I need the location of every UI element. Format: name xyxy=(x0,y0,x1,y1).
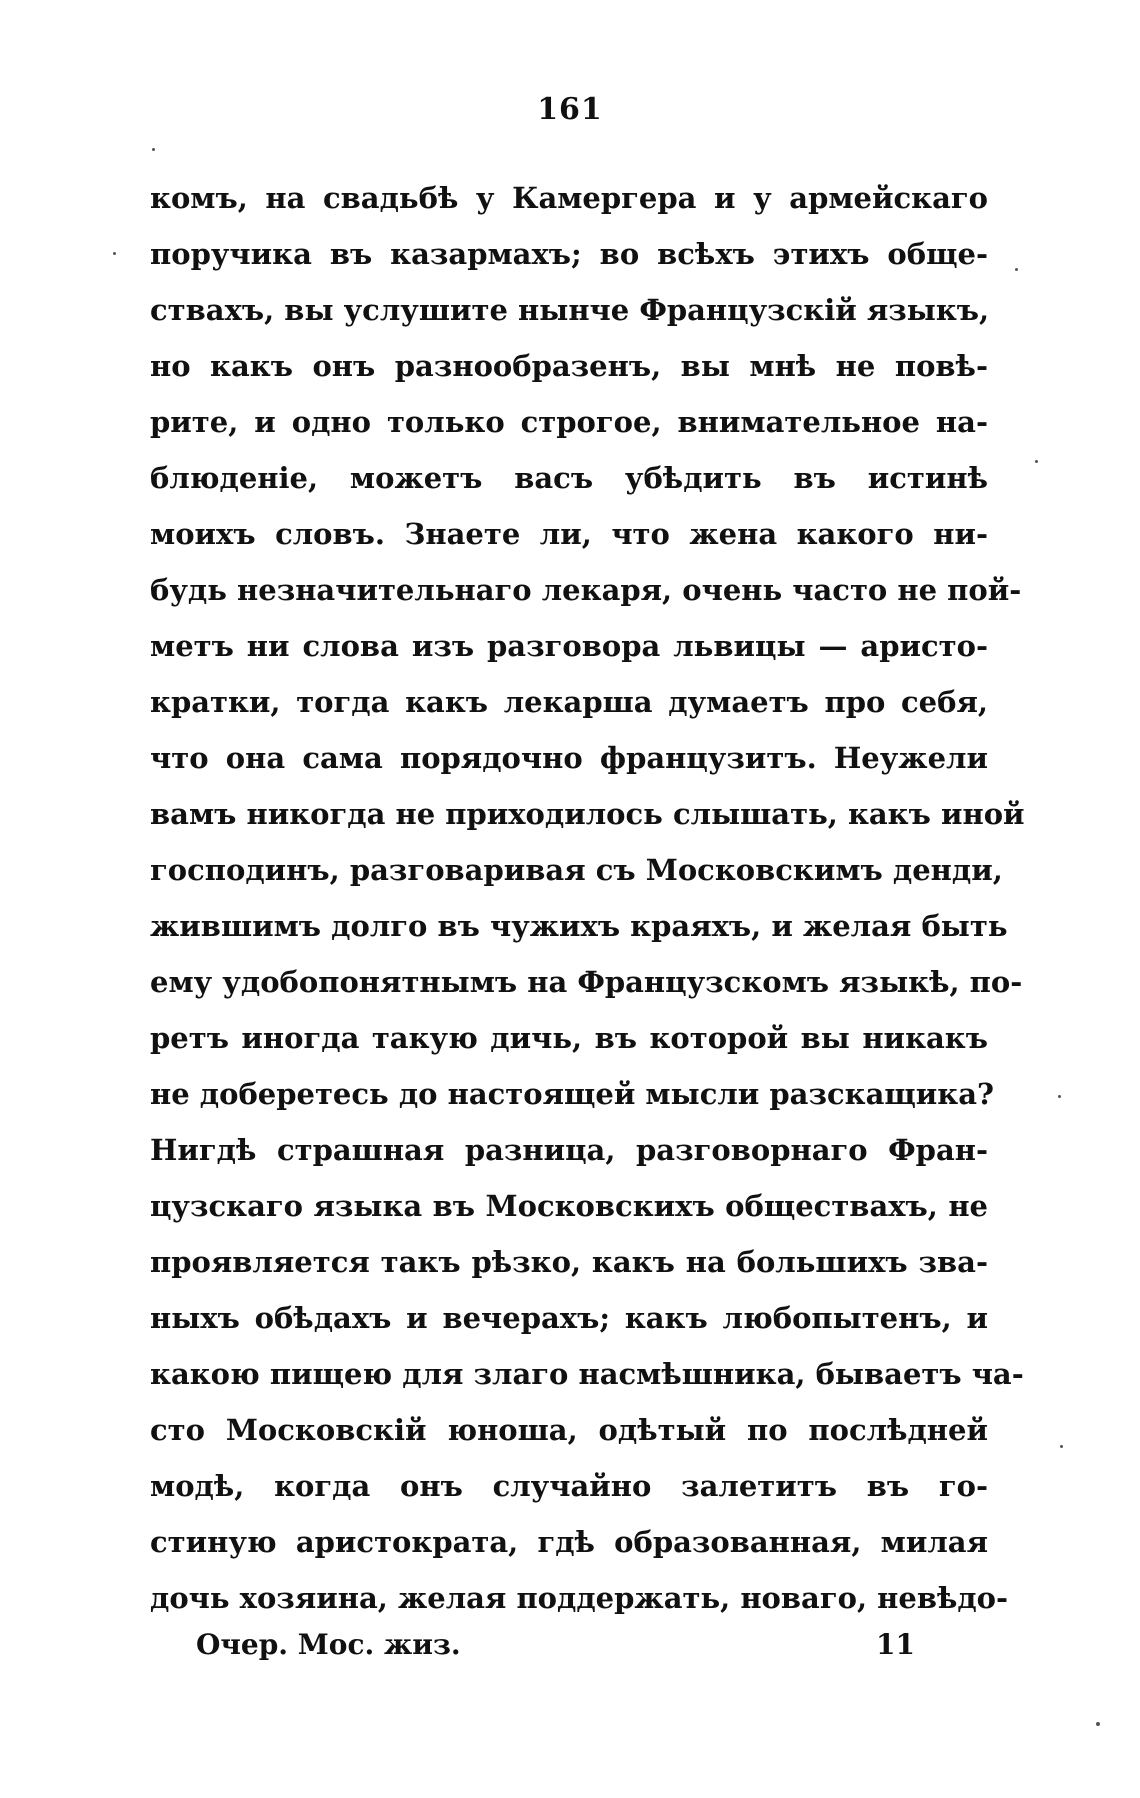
text-line: но какъ онъ разнообразенъ, вы мнѣ не повѣ- xyxy=(150,349,988,383)
text-line: поручика въ казармахъ; во всѣхъ этихъ обще- xyxy=(150,237,988,271)
text-line: Нигдѣ страшная разница, разговорнаго Фран- xyxy=(150,1133,988,1167)
text-line: что она сама порядочно французитъ. Неужели xyxy=(150,741,988,775)
text-line: метъ ни слова изъ разговора львицы — аристо- xyxy=(150,629,988,663)
text-line: цузскаго языка въ Московскихъ обществахъ, не xyxy=(150,1189,988,1223)
text-line: господинъ, разговаривая съ Московскимъ денди, xyxy=(150,853,1003,887)
scan-speck xyxy=(113,252,116,255)
text-line: жившимъ долго въ чужихъ краяхъ, и желая быть xyxy=(150,909,1008,943)
text-line: не доберетесь до настоящей мысли разскащика? xyxy=(150,1077,994,1111)
page-footer xyxy=(196,1628,916,1678)
text-line: кратки, тогда какъ лекарша думаетъ про себя, xyxy=(150,685,988,719)
body-text xyxy=(150,170,1025,1626)
text-line: ствахъ, вы услушите нынче Французскій языкъ, xyxy=(150,293,990,327)
text-line: комъ, на свадьбѣ у Камергера и у армейскаго xyxy=(150,181,988,215)
text-line: сто Московскій юноша, одѣтый по послѣдней xyxy=(150,1413,988,1447)
sheet-number: 11 xyxy=(876,1628,915,1661)
text-line: стиную аристократа, гдѣ образованная, милая xyxy=(150,1525,988,1559)
text-line: блюденіе, можетъ васъ убѣдить въ истинѣ xyxy=(150,461,988,495)
text-line: вамъ никогда не приходилось слышать, какъ иной xyxy=(150,797,1025,831)
scan-speck xyxy=(1015,268,1018,271)
text-line: модѣ, когда онъ случайно залетитъ въ го- xyxy=(150,1469,988,1503)
scan-speck xyxy=(1035,460,1038,463)
scan-speck xyxy=(1058,1095,1061,1098)
text-line: будь незначительнаго лекаря, очень часто не пой- xyxy=(150,573,1022,607)
scan-speck xyxy=(1060,1445,1063,1448)
text-line: какою пищею для злаго насмѣшника, бываетъ ча- xyxy=(150,1357,1024,1391)
text-line: дочь хозяина, желая поддержать, новаго, невѣдо- xyxy=(150,1581,1009,1615)
text-line: ретъ иногда такую дичь, въ которой вы никакъ xyxy=(150,1021,988,1055)
text-line: моихъ словъ. Знаете ли, что жена какого ни- xyxy=(150,517,988,551)
text-line: ныхъ обѣдахъ и вечерахъ; какъ любопытенъ, и xyxy=(150,1301,988,1335)
scan-speck xyxy=(1096,1722,1100,1726)
text-line: рите, и одно только строгое, внимательное на- xyxy=(150,405,988,439)
text-line: ему удобопонятнымъ на Французскомъ языкѣ, по- xyxy=(150,965,1023,999)
text-line: проявляется такъ рѣзко, какъ на большихъ зва- xyxy=(150,1245,988,1279)
scan-speck xyxy=(152,148,155,151)
page-number: 161 xyxy=(537,92,603,127)
signature-mark: Очер. Мос. жиз. xyxy=(196,1628,461,1661)
